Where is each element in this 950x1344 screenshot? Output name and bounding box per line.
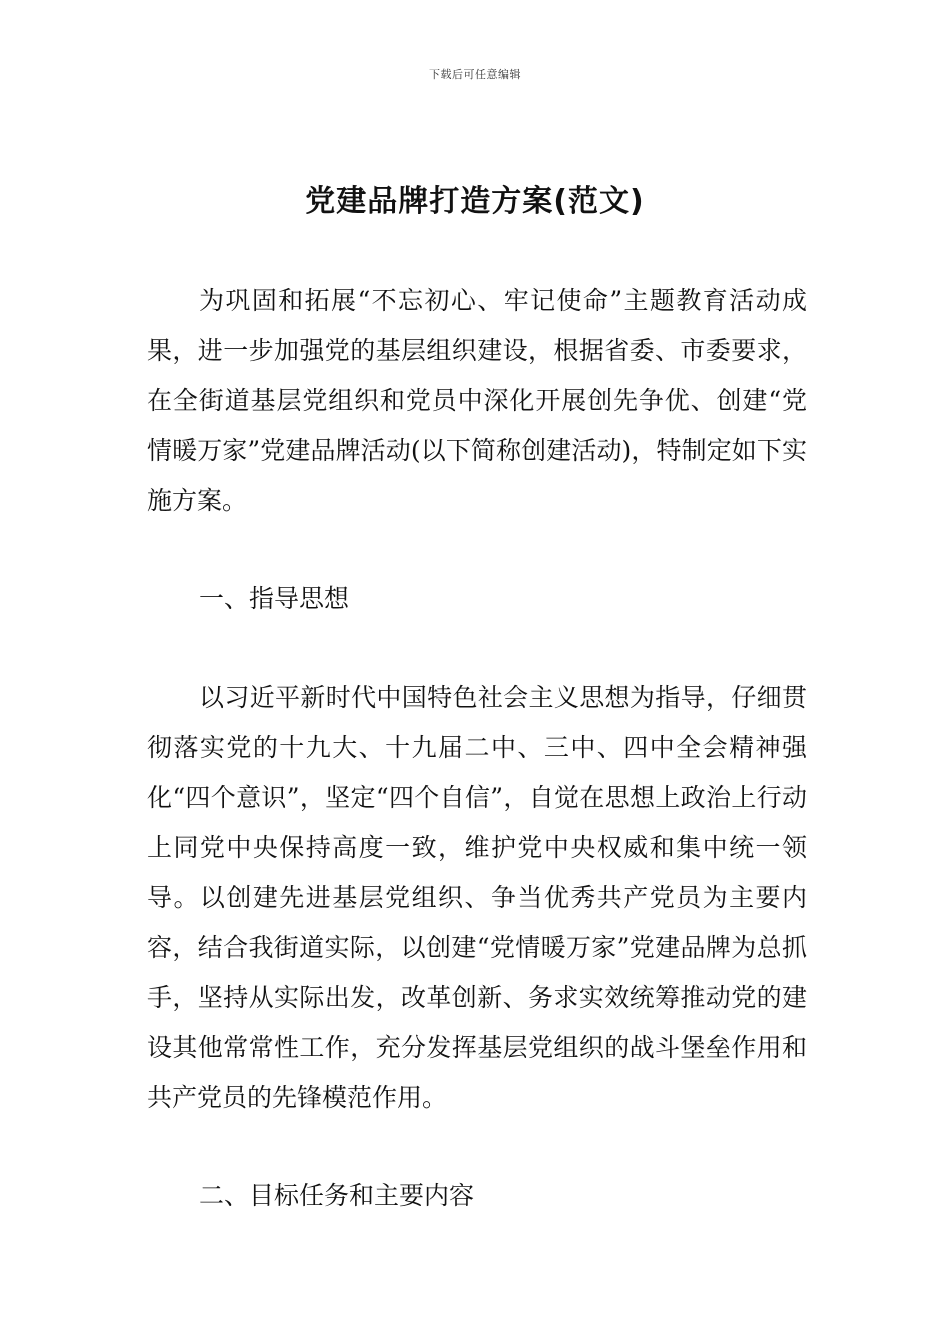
section-heading-guiding-ideology: 一、指导思想: [199, 584, 350, 613]
header-note: 下载后可任意编辑: [429, 68, 521, 81]
intro-paragraph: 为巩固和拓展“不忘初心、牢记使命”主题教育活动成果，进一步加强党的基层组织建设，根据省委、市委要求，在全街道基层党组织和党员中深化开展创先争优、创建“党情暖万家”党建品牌活动(以下简称创建活动)，特制定如下实施方案。: [147, 286, 807, 515]
guiding-ideology-paragraph: 以习近平新时代中国特色社会主义思想为指导，仔细贯彻落实党的十九大、十九届二中、三中、四中全会精神强化“四个意识”，坚定“四个自信”，自觉在思想上政治上行动上同党中央保持高度一致，维护党中央权威和集中统一领导。以创建先进基层党组织、争当优秀共产党员为主要内容，结合我街道实际，以创建“党情暖万家”党建品牌为总抓手，坚持从实际出发，改革创新、务求实效统筹推动党的建设其他常常性工作，充分发挥基层党组织的战斗堡垒作用和共产党员的先锋模范作用。: [147, 683, 807, 1112]
section-heading-goals: 二、目标任务和主要内容: [199, 1181, 475, 1210]
document-title: 党建品牌打造方案(范文): [305, 184, 645, 219]
